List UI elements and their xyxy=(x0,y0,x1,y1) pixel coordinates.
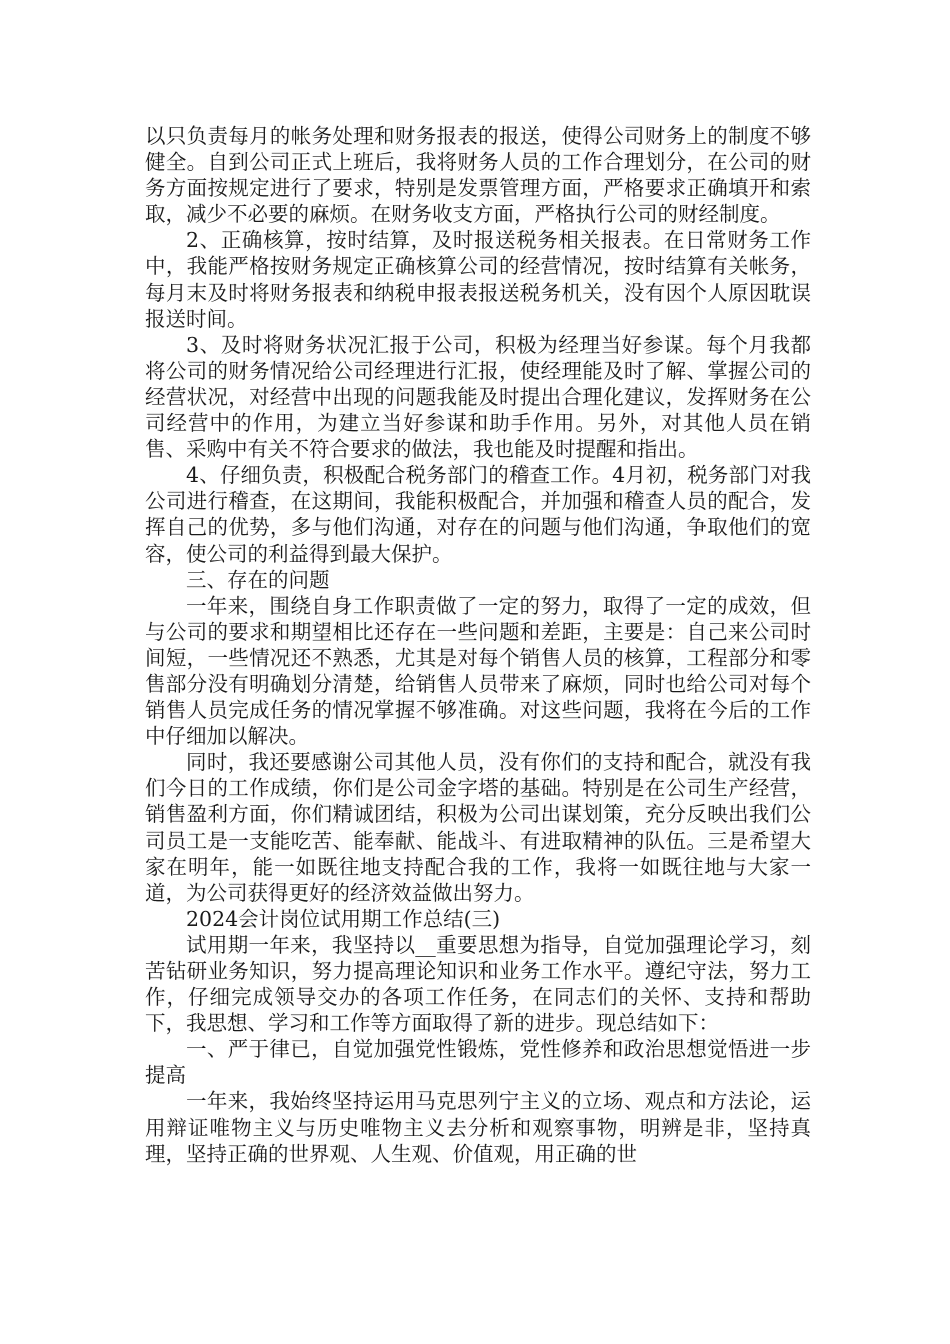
body-paragraph: 2、正确核算，按时结算，及时报送税务相关报表。在日常财务工作中，我能严格按财务规定正确核算公司的经营情况，按时结算有关帐务，每月末及时将财务报表和纳税申报表报送税务机关，没有因个人原因耽误报送时间。 xyxy=(145,228,811,331)
body-paragraph: 一年来，围绕自身工作职责做了一定的努力，取得了一定的成效，但与公司的要求和期望相比还存在一些问题和差距，主要是：自己来公司时间短，一些情况还不熟悉，尤其是对每个销售人员的核算，工程部分和零售部分没有明确划分清楚，给销售人员带来了麻烦，同时也给公司对每个销售人员完成任务的情况掌握不够准确。对这些问题，我将在今后的工作中仔细加以解决。 xyxy=(145,593,811,749)
body-paragraph: 4、仔细负责，积极配合税务部门的稽查工作。4月初，税务部门对我公司进行稽查，在这期间，我能积极配合，并加强和稽查人员的配合，发挥自己的优势，多与他们沟通，对存在的问题与他们沟通，争取他们的宽容，使公司的利益得到最大保护。 xyxy=(145,463,811,566)
body-paragraph: 以只负责每月的帐务处理和财务报表的报送，使得公司财务上的制度不够健全。自到公司正式上班后，我将财务人员的工作合理划分，在公司的财务方面按规定进行了要求，特别是发票管理方面，严格要求正确填开和索取，减少不必要的麻烦。在财务收支方面，严格执行公司的财经制度。 xyxy=(145,124,811,227)
body-paragraph: 一年来，我始终坚持运用马克思列宁主义的立场、观点和方法论，运用辩证唯物主义与历史唯物主义去分析和观察事物，明辨是非，坚持真理，坚持正确的世界观、人生观、价值观，用正确的世 xyxy=(145,1089,811,1166)
body-paragraph: 同时，我还要感谢公司其他人员，没有你们的支持和配合，就没有我们今日的工作成绩，你们是公司金字塔的基础。特别是在公司生产经营，销售盈利方面，你们精诚团结，积极为公司出谋划策，充分反映出我们公司员工是一支能吃苦、能奉献、能战斗、有进取精神的队伍。三是希望大家在明年，能一如既往地支持配合我的工作，我将一如既往地与大家一道，为公司获得更好的经济效益做出努力。 xyxy=(145,750,811,905)
section-heading: 三、存在的问题 xyxy=(186,567,330,592)
section-heading: 一、严于律已，自觉加强党性锻炼，党性修养和政治思想觉悟进一步提高 xyxy=(145,1037,811,1088)
body-paragraph: 试用期一年来，我坚持以__重要思想为指导，自觉加强理论学习，刻苦钻研业务知识，努力提高理论知识和业务工作水平。遵纪守法，努力工作，仔细完成领导交办的各项工作任务，在同志们的关怀、支持和帮助下，我思想、学习和工作等方面取得了新的进步。现总结如下： xyxy=(145,932,811,1036)
document-title: 2024会计岗位试用期工作总结(三) xyxy=(186,906,501,931)
body-paragraph: 3、及时将财务状况汇报于公司，积极为经理当好参谋。每个月我都将公司的财务情况给公司经理进行汇报，使经理能及时了解、掌握公司的经营状况，对经营中出现的问题我能及时提出合理化建议，发挥财务在公司经营中的作用，为建立当好参谋和助手作用。另外，对其他人员在销售、采购中有关不符合要求的做法，我也能及时提醒和指出。 xyxy=(145,332,811,462)
document-page xyxy=(145,123,811,1167)
